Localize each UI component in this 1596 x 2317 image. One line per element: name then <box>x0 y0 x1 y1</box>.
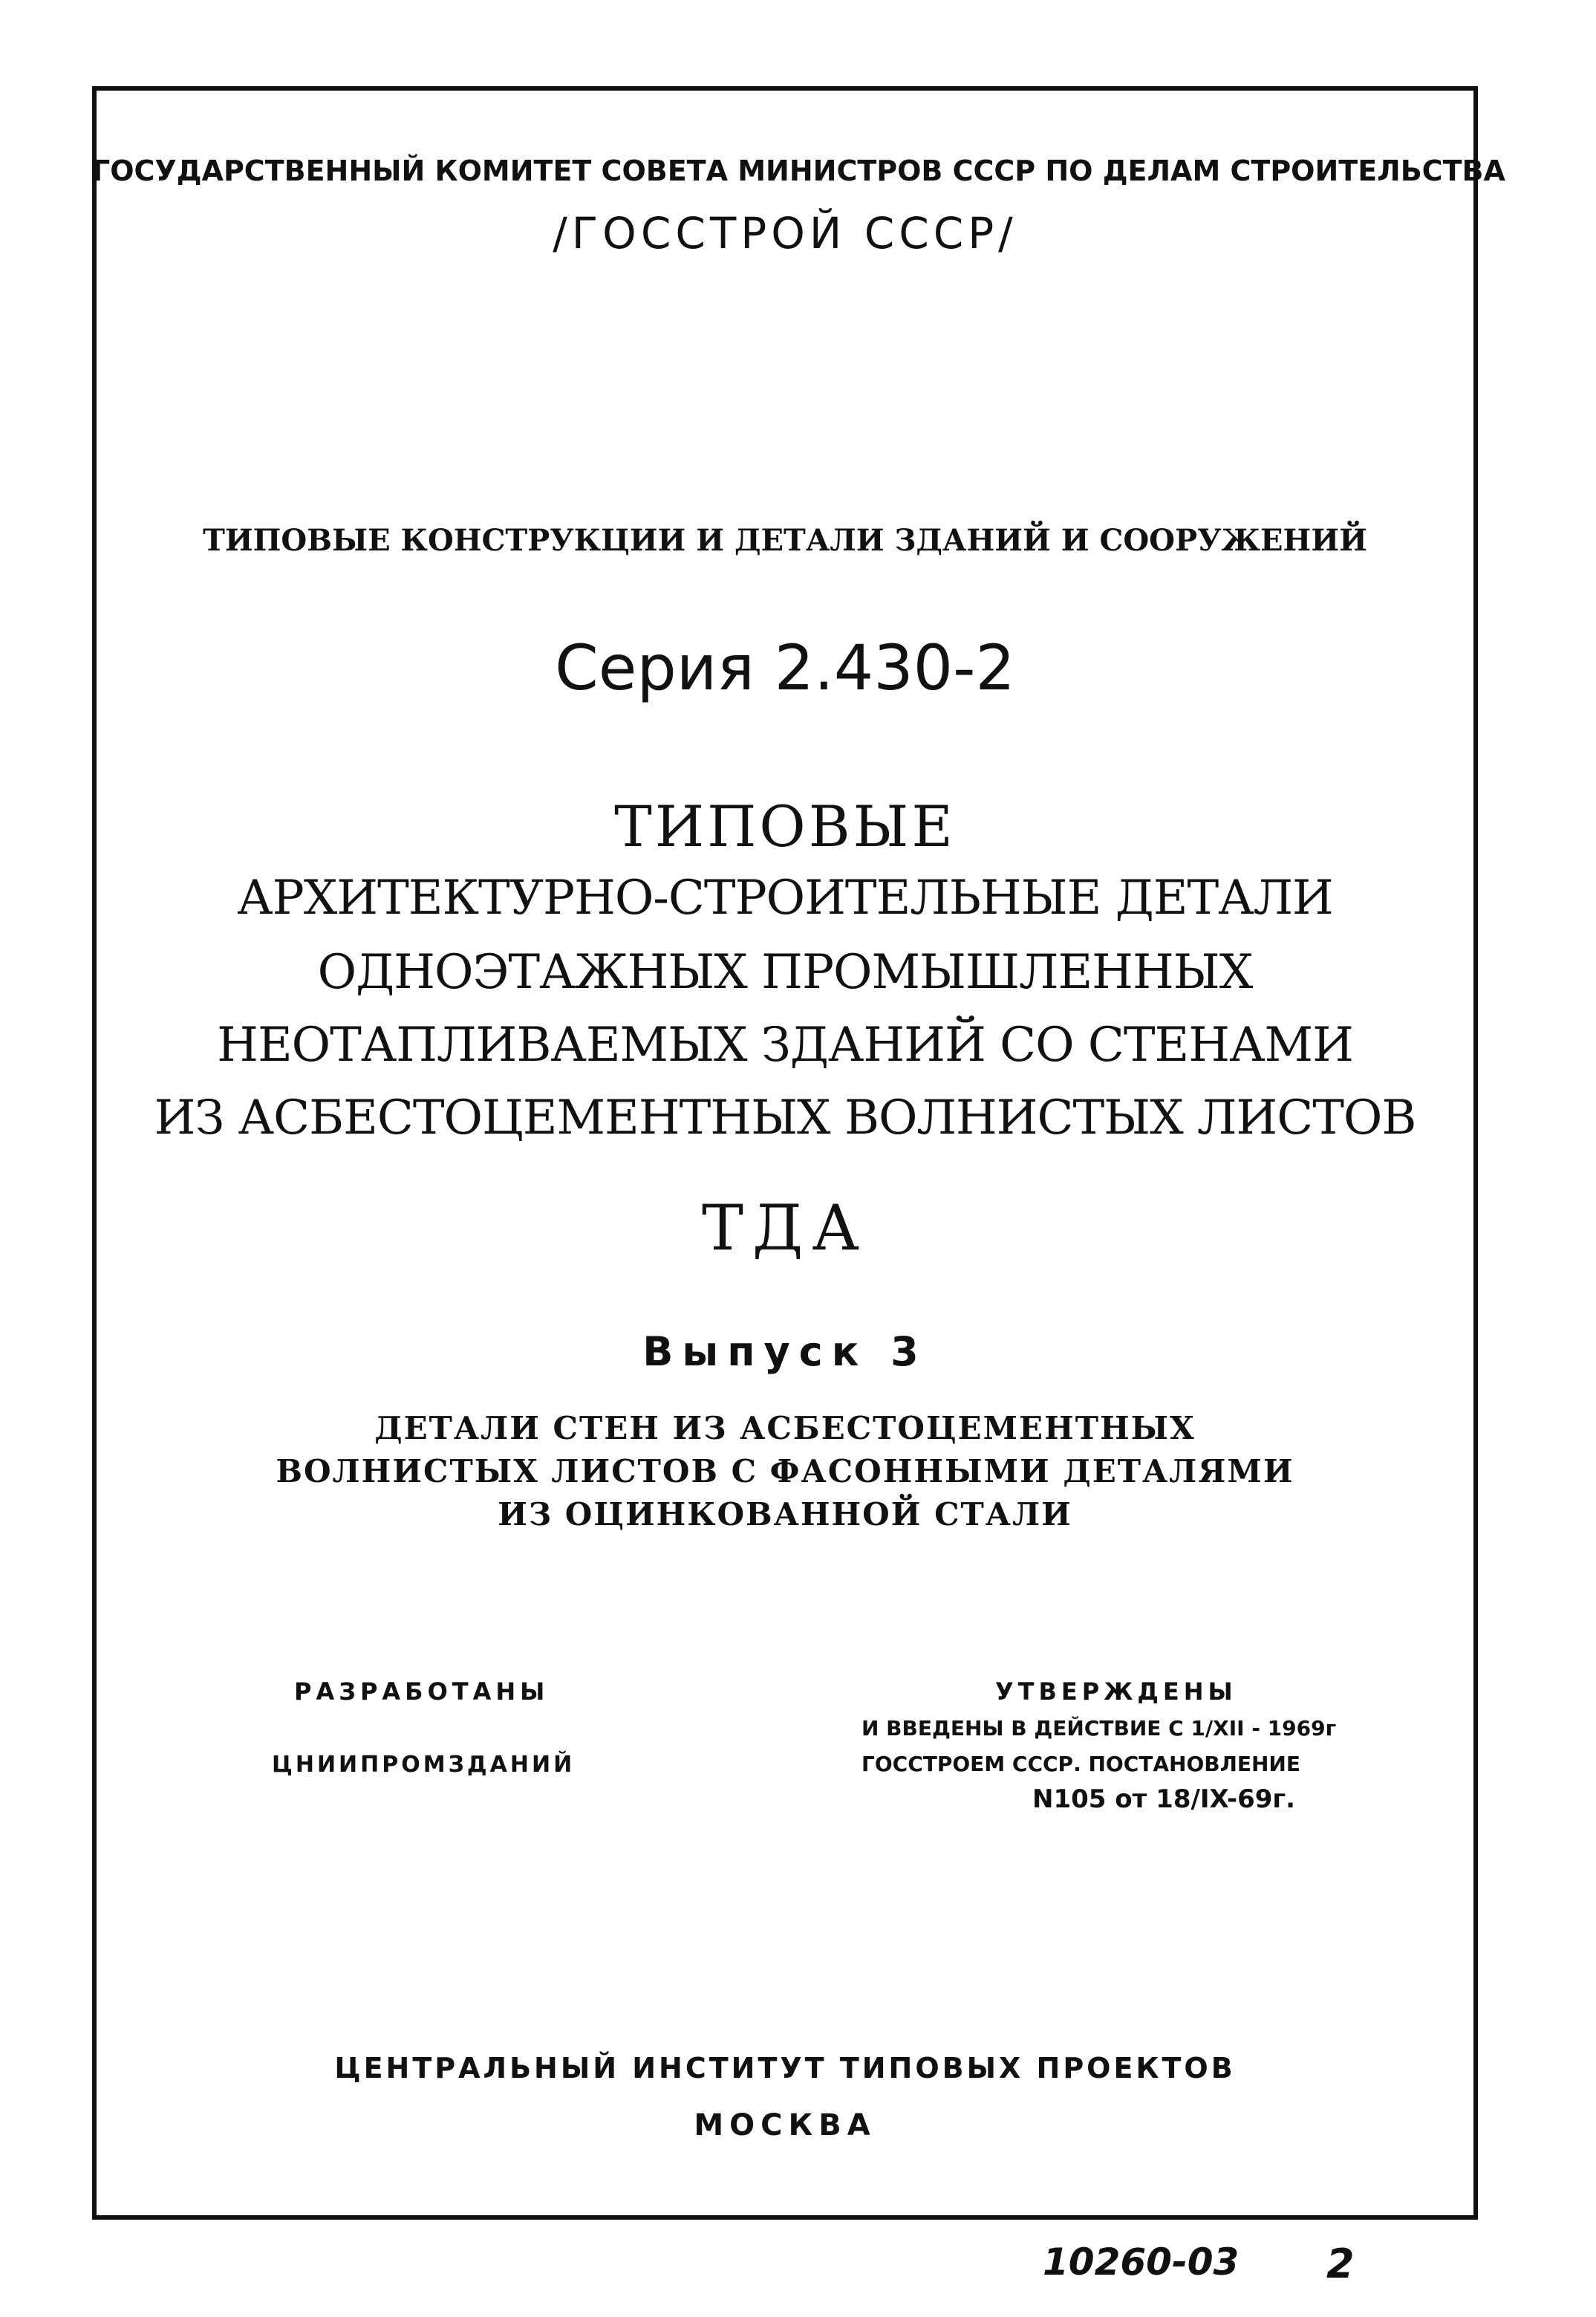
organization-header: ГОСУДАРСТВЕННЫЙ КОМИТЕТ СОВЕТА МИНИСТРОВ СССР ПО ДЕЛАМ СТРОИТЕЛЬСТВА <box>92 155 1505 187</box>
series-number: Серия 2.430-2 <box>555 631 1015 704</box>
issue-subtitle-line-3: ИЗ ОЦИНКОВАННОЙ СТАЛИ <box>498 1496 1072 1533</box>
organization-short-name: /ГОССТРОЙ СССР/ <box>553 208 1017 259</box>
developer-organization: ЦНИИПРОМЗДАНИЙ <box>272 1752 576 1778</box>
approved-line-3: N105 от 18/IX-69г. <box>1032 1784 1296 1814</box>
title-line-3: ОДНОЭТАЖНЫХ ПРОМЫШЛЕННЫХ <box>317 945 1253 1000</box>
issue-label: Выпуск 3 <box>642 1328 928 1375</box>
title-line-5: ИЗ АСБЕСТОЦЕМЕНТНЫХ ВОЛНИСТЫХ ЛИСТОВ <box>154 1091 1416 1145</box>
issue-subtitle-line-1: ДЕТАЛИ СТЕН ИЗ АСБЕСТОЦЕМЕНТНЫХ <box>374 1410 1196 1446</box>
publisher-institute: ЦЕНТРАЛЬНЫЙ ИНСТИТУТ ТИПОВЫХ ПРОЕКТОВ <box>334 2052 1236 2084</box>
title-line-1: ТИПОВЫЕ <box>614 793 956 859</box>
title-line-4: НЕОТАПЛИВАЕМЫХ ЗДАНИЙ СО СТЕНАМИ <box>217 1018 1353 1073</box>
publisher-city: МОСКВА <box>694 2108 876 2142</box>
title-line-2: АРХИТЕКТУРНО-СТРОИТЕЛЬНЫЕ ДЕТАЛИ <box>237 871 1333 926</box>
collection-title: ТИПОВЫЕ КОНСТРУКЦИИ И ДЕТАЛИ ЗДАНИЙ И СООРУЖЕНИЙ <box>203 523 1367 558</box>
approved-line-1: И ВВЕДЕНЫ В ДЕЙСТВИЕ С 1/XII - 1969г <box>861 1716 1337 1741</box>
approved-line-2: ГОССТРОЕМ СССР. ПОСТАНОВЛЕНИЕ <box>861 1752 1300 1776</box>
developed-label: РАЗРАБОТАНЫ <box>294 1677 550 1706</box>
page-number: 2 <box>1326 2240 1355 2287</box>
approved-label: УТВЕРЖДЕНЫ <box>995 1677 1237 1706</box>
page-frame <box>92 86 1505 2220</box>
document-code: ТДА <box>702 1192 868 1264</box>
issue-subtitle-line-2: ВОЛНИСТЫХ ЛИСТОВ С ФАСОННЫМИ ДЕТАЛЯМИ <box>276 1453 1294 1489</box>
document-number: 10260-03 <box>1043 2240 1240 2284</box>
